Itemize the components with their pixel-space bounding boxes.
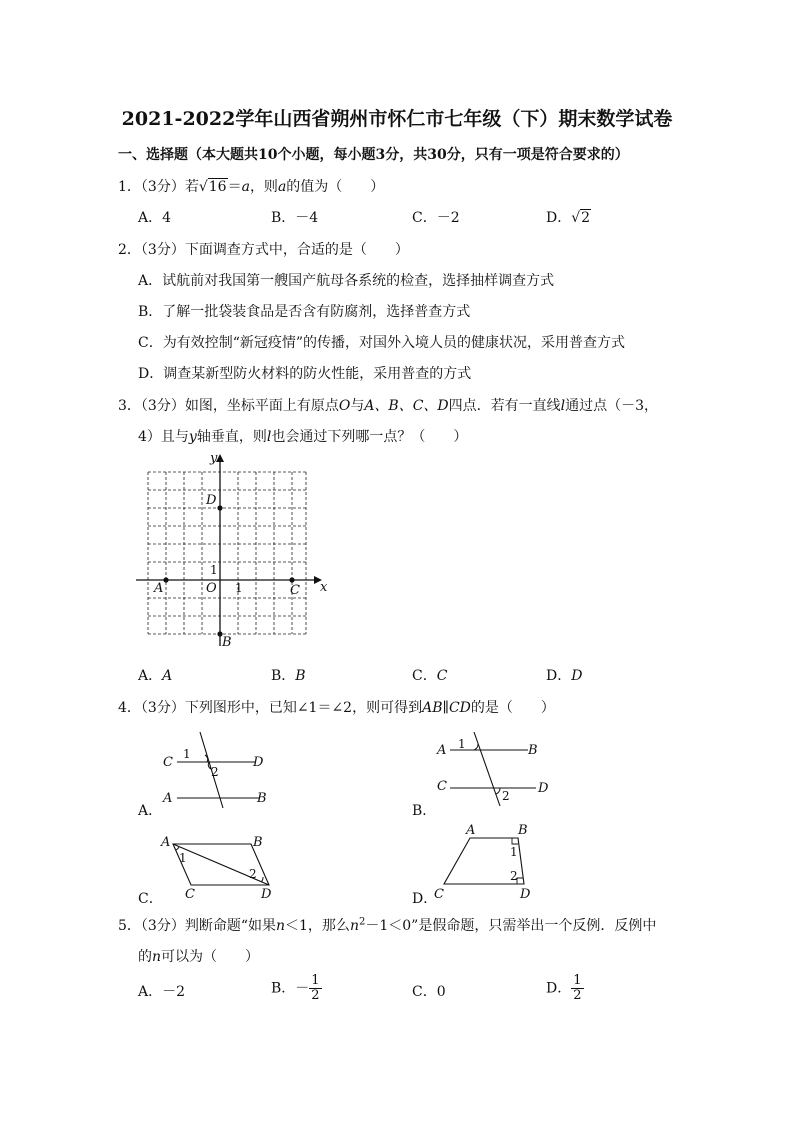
- q3-line-l: l: [560, 398, 566, 414]
- q3-option-a-value: A: [162, 668, 173, 684]
- question-5-line2: [138, 946, 259, 966]
- q3-text-5: 4）且与: [138, 429, 189, 445]
- q3-option-b-label: B．: [271, 668, 296, 684]
- q4-figure-b: [432, 728, 562, 814]
- question-2: 2．（3分）下面调查方式中，合适的是（ ）: [118, 242, 409, 258]
- point-c: [289, 577, 294, 582]
- q5-option-b-fraction: [309, 974, 321, 1003]
- figB-label-2: 2: [502, 789, 510, 803]
- q5-exponent: 2: [358, 916, 366, 928]
- q4-text-2: 的是（ ）: [470, 700, 555, 716]
- q3-option-c-label: C．: [412, 668, 437, 684]
- q1-suffix2: 的值为（ ）: [286, 179, 385, 195]
- q4-option-d-label: D．: [412, 891, 438, 907]
- q3-option-a-label: A．: [138, 668, 163, 684]
- q2-option-d: D．调查某新型防火材料的防火性能，采用普查的方式: [138, 366, 472, 382]
- q3-option-d-value: D: [571, 668, 583, 684]
- figC-label-c: C: [185, 887, 195, 902]
- figD-label-b: B: [518, 823, 528, 838]
- q4-option-c-label: C．: [138, 891, 163, 907]
- label-y: y: [210, 451, 218, 466]
- q5-n-2: n: [349, 918, 359, 934]
- figA-label-c: C: [163, 755, 173, 770]
- q2-option-b: B．了解一批袋装食品是否含有防腐剂，选择普查方式: [138, 304, 471, 320]
- figC-label-1: 1: [179, 851, 187, 865]
- figC-angle-1-arc: [176, 847, 179, 850]
- figD-label-a: A: [466, 823, 476, 838]
- question-1: [118, 176, 384, 196]
- q2-option-a: A．试航前对我国第一艘国产航母各系统的检查，选择抽样调查方式: [138, 273, 555, 289]
- q5-option-b: [271, 974, 322, 1003]
- q4-ab-cd: AB∥CD: [422, 700, 471, 716]
- q1-option-d-radicand: 2: [581, 210, 591, 226]
- q4-figure-a: [155, 728, 285, 814]
- q3-option-b-value: B: [295, 668, 306, 684]
- figD-label-d: D: [520, 887, 531, 902]
- q5-n: n: [275, 918, 286, 934]
- q5-option-d-denominator: 2: [573, 988, 582, 1003]
- q5-option-b-label: B．－: [271, 980, 310, 997]
- q1-prefix: 1．（3分）若: [118, 179, 199, 195]
- q3-y: y: [188, 429, 197, 445]
- figA-label-a: A: [163, 791, 173, 806]
- label-o: O: [206, 581, 217, 596]
- question-5-line1: [118, 915, 656, 935]
- figB-label-d: D: [538, 781, 549, 796]
- q3-text-2: 与: [350, 398, 365, 414]
- q3-option-b: [271, 665, 306, 685]
- q1-suffix1: ，则: [249, 179, 278, 195]
- q1-option-d-label: D．: [546, 210, 572, 226]
- figB-angle-1-arc: [474, 744, 478, 750]
- q5-text-5: 可以为（ ）: [161, 949, 260, 965]
- page-title: 2021-2022学年山西省朔州市怀仁市七年级（下）期末数学试卷: [121, 108, 673, 130]
- q3-option-c: [412, 665, 447, 685]
- figC-label-b: B: [253, 835, 263, 850]
- figC-label-2: 2: [249, 867, 257, 881]
- q4-figure-d: [432, 822, 552, 902]
- q1-option-d: [546, 207, 591, 227]
- question-4: [118, 697, 555, 717]
- q1-var-2: a: [277, 179, 287, 195]
- figD-label-c: C: [434, 887, 444, 902]
- label-x: x: [320, 580, 328, 595]
- q3-points: A、B、C、D: [364, 398, 449, 414]
- q1-option-c: C．－2: [412, 210, 460, 226]
- q1-option-a: A．4: [138, 210, 172, 226]
- q1-sqrt: √16: [198, 179, 227, 195]
- figD-angle-2-mark: [517, 878, 523, 884]
- figC-label-a: A: [161, 835, 171, 850]
- label-one-y: 1: [210, 563, 218, 577]
- q3-text-4: 通过点（－3，: [565, 398, 659, 414]
- coordinate-grid-figure: [130, 450, 330, 655]
- section-heading: 一、选择题（本大题共10个小题，每小题3分，共30分，只有一项是符合要求的）: [118, 147, 629, 163]
- q3-origin: O: [338, 398, 351, 414]
- figB-label-b: B: [528, 743, 538, 758]
- figA-label-d: D: [253, 755, 264, 770]
- q3-option-d: [546, 665, 582, 685]
- q5-n-3: n: [152, 949, 162, 965]
- point-a: [163, 577, 168, 582]
- label-c: C: [290, 583, 300, 598]
- figB-angle-2-arc: [496, 788, 500, 794]
- q5-option-a: A．－2: [138, 984, 186, 1000]
- q1-radicand: 16: [208, 179, 227, 195]
- figB-label-1: 1: [458, 737, 466, 751]
- label-one-x: 1: [235, 581, 243, 595]
- question-3-line1: [118, 395, 658, 415]
- q4-figure-c: [155, 830, 290, 902]
- figD-angle-1-mark: [512, 838, 518, 844]
- figC-label-d: D: [261, 887, 272, 902]
- q5-option-b-denominator: 2: [311, 988, 320, 1003]
- figB-label-a: A: [437, 743, 447, 758]
- figB-transversal: [474, 732, 500, 806]
- q5-text-1: 5．（3分）判断命题“如果: [118, 918, 276, 934]
- figA-label-2: 2: [211, 765, 219, 779]
- q3-text-1: 3．（3分）如图，坐标平面上有原点: [118, 398, 339, 414]
- q3-text-7: 也会通过下列哪一点？（ ）: [271, 429, 468, 445]
- label-a: A: [154, 581, 164, 596]
- q5-option-d: [546, 974, 584, 1003]
- q5-option-d-label: D．: [546, 980, 572, 997]
- q3-option-c-value: C: [436, 668, 448, 684]
- q3-option-d-label: D．: [546, 668, 572, 684]
- figB-label-c: C: [437, 779, 447, 794]
- q1-equals: ＝: [227, 179, 242, 195]
- q5-option-c: C．0: [412, 984, 446, 1000]
- q5-text-2: ＜1，那么: [285, 918, 350, 934]
- q1-option-b: B．－4: [271, 210, 319, 226]
- q5-option-b-numerator: 1: [311, 973, 320, 988]
- figC-angle-2-arc: [261, 877, 263, 882]
- q5-option-d-fraction: [571, 974, 583, 1003]
- q5-text-3: －1＜0”是假命题，只需举出一个反例．反例中: [365, 918, 657, 934]
- q3-text-6: 轴垂直，则: [196, 429, 267, 445]
- q3-option-a: [138, 665, 172, 685]
- point-d: [217, 505, 222, 510]
- q3-line-l-2: l: [266, 429, 272, 445]
- label-b: B: [222, 635, 232, 650]
- q4-option-b-label: B．: [412, 803, 437, 819]
- label-d: D: [206, 493, 217, 508]
- grid-lines: [148, 472, 306, 634]
- q3-text-3: 四点．若有一直线: [448, 398, 561, 414]
- q2-option-c: C．为有效控制“新冠疫情”的传播，对国外入境人员的健康状况，采用普查方式: [138, 335, 626, 351]
- q5-text-4: 的: [138, 949, 152, 965]
- q5-option-d-numerator: 1: [573, 973, 582, 988]
- figA-label-1: 1: [183, 747, 191, 761]
- q4-text-1: 4．（3分）下列图形中，已知∠1＝∠2，则可得到: [118, 700, 423, 716]
- figD-label-1: 1: [510, 845, 518, 859]
- q4-option-a-label: A．: [138, 803, 163, 819]
- q1-var: a: [241, 179, 250, 195]
- figA-label-b: B: [257, 791, 267, 806]
- figD-label-2: 2: [510, 869, 518, 883]
- q1-option-d-sqrt: √2: [571, 210, 591, 226]
- question-3-line2: [138, 426, 467, 446]
